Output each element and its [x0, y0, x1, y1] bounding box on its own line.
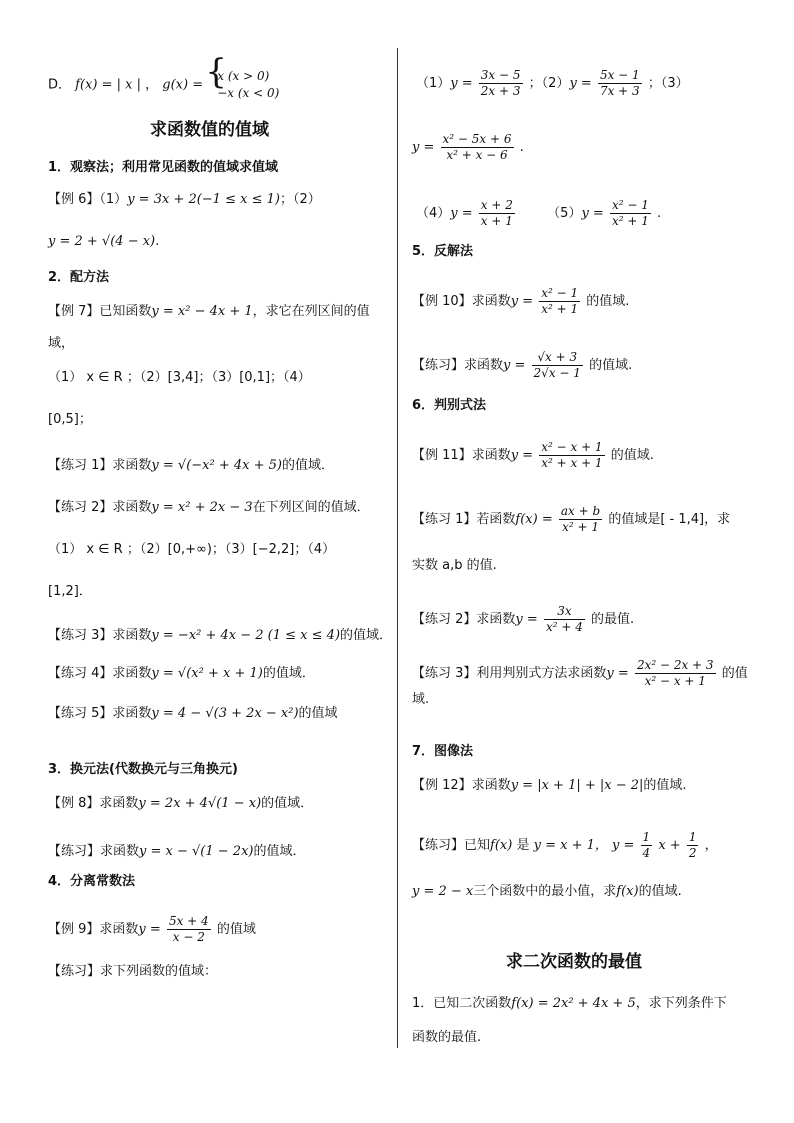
example-6-part2: y = 2 + √(4 − x).: [48, 234, 160, 249]
practice-separate-constant: 【练习】求下列函数的值域：: [48, 964, 218, 979]
question-1-line2: 函数的最值.: [412, 1030, 482, 1045]
section-title-range: 求函数值的值域: [150, 120, 269, 140]
example-7-parts: （1） x ∈ R ；（2）[3,4]；（3）[0,1]；（4）: [48, 370, 311, 385]
fraction: $\frac{5x - 1}{7x + 3}$: [599, 68, 640, 98]
practice-1: 【练习 1】求函数y = √(−x² + 4x + 5)的值域．: [48, 458, 334, 473]
fraction: $\frac{3x - 5}{2x + 3}$: [480, 68, 521, 98]
column-divider: [397, 48, 398, 1048]
practice-inverse: 【练习】求函数y = $\frac{√x + 3}{2√x - 1}$ 的值域.: [412, 350, 633, 380]
heading-inverse: 5．反解法: [412, 244, 474, 259]
practice-2-parts: （1） x ∈ R ；（2）[0,+∞)；（3）[−2,2]；（4）: [48, 542, 336, 557]
heading-substitution: 3．换元法(代数换元与三角换元): [48, 762, 238, 777]
example-7-line2: 域，: [48, 336, 75, 351]
example-10: 【例 10】求函数y = $\frac{\text{x² − 1}}{\text{x² + 1}}$ 的值域.: [412, 286, 630, 316]
example-7-parts2: [0,5]；: [48, 412, 92, 427]
practice-list-4-5: （4）y = $\frac{x + 2}{x + 1}$ （5）y = $\frac{\text{x² − 1}}{\text{x² + 1}}$ .: [416, 198, 662, 228]
fraction: $\frac{ax + b}{\text{x² + 1}}$: [560, 504, 601, 534]
question-1: 1．已知二次函数f(x) = 2x² + 4x + 5，求下列条件下: [412, 996, 727, 1011]
example-12: 【例 12】求函数y = |x + 1| + |x − 2|的值域.: [412, 778, 687, 793]
fraction: $\frac{1}{4}$: [642, 830, 651, 860]
practice-list-3-formula: y = $\frac{\text{x² − 5x + 6}}{\text{x² + x − 6}}$ .: [412, 132, 524, 162]
practice-discriminant-2: 【练习 2】求函数y = $\frac{3x}{\text{x² + 4}}$ 的最值.: [412, 604, 635, 634]
practice-discriminant-1: 【练习 1】若函数f(x) = $\frac{ax + b}{\text{x² + 1}}$ 的值域是[ - 1,4]，求: [412, 504, 731, 534]
example-11: 【例 11】求函数y = $\frac{\text{x² − x + 1}}{\text{x² + x + 1}}$ 的值域.: [412, 440, 654, 470]
fraction: $\frac{\text{x² − x + 1}}{\text{x² + x + 1}}$: [541, 440, 603, 470]
practice-4: 【练习 4】求函数y = √(x² + x + 1)的值域．: [48, 666, 315, 681]
practice-discriminant-3: 【练习 3】利用判别式方法求函数y = $\frac{\text{2x² − 2x + 3}}{\text{x² − x + 1}}$ 的值: [412, 658, 748, 688]
fraction: $\frac{\text{x² − 1}}{\text{x² + 1}}$: [541, 286, 579, 316]
item-d: D． f(x) = | x | ， g(x) = { x (x > 0) −x (x < 0): [48, 68, 279, 102]
practice-graph-line2: y = 2 − x三个函数中的最小值，求f(x)的值域.: [412, 884, 682, 899]
practice-5: 【练习 5】求函数y = 4 − √(3 + 2x − x²)的值域: [48, 706, 338, 721]
section-title-quadratic: 求二次函数的最值: [506, 952, 642, 972]
practice-3: 【练习 3】求函数y = −x² + 4x − 2 (1 ≤ x ≤ 4)的值域．: [48, 628, 393, 643]
practice-graph: 【练习】已知f(x) 是 y = x + 1， y = $\frac{1}{4}$ x + $\frac{1}{2}$ ，: [412, 830, 718, 860]
heading-discriminant: 6．判别式法: [412, 398, 487, 413]
fraction: $\frac{\text{x² − 1}}{\text{x² + 1}}$: [611, 198, 649, 228]
practice-discriminant-3-line2: 域.: [412, 692, 430, 707]
practice-2: 【练习 2】求函数y = x² + 2x − 3在下列区间的值域．: [48, 500, 370, 515]
fraction: $\frac{1}{2}$: [688, 830, 697, 860]
example-6: 【例 6】（1）y = 3x + 2(−1 ≤ x ≤ 1)；（2）: [48, 192, 321, 207]
heading-separate-constant: 4．分离常数法: [48, 874, 136, 889]
piecewise-definition: { x (x > 0) −x (x < 0): [207, 68, 279, 102]
example-7: 【例 7】已知函数y = x² − 4x + 1，求它在列区间的值: [48, 304, 370, 319]
heading-observation: 1．观察法；利用常见函数的值域求值域: [48, 160, 279, 175]
example-8: 【例 8】求函数y = 2x + 4√(1 − x)的值域．: [48, 796, 314, 811]
fraction: $\frac{\text{2x² − 2x + 3}}{\text{x² − x + 1}}$: [636, 658, 714, 688]
fraction: $\frac{3x}{\text{x² + 4}}$: [545, 604, 583, 634]
practice-substitution: 【练习】求函数y = x − √(1 − 2x)的值域．: [48, 844, 306, 859]
fraction: $\frac{5x + 4}{x - 2}$: [168, 914, 209, 944]
practice-2-parts2: [1,2]．: [48, 584, 92, 599]
practice-discriminant-1-line2: 实数 a,b 的值.: [412, 558, 497, 573]
fraction: $\frac{√x + 3}{2√x - 1}$: [533, 350, 581, 380]
fraction: $\frac{\text{x² − 5x + 6}}{\text{x² + x − 6}}$: [442, 132, 512, 162]
fraction: $\frac{x + 2}{x + 1}$: [480, 198, 513, 228]
heading-completing-square: 2．配方法: [48, 270, 110, 285]
example-9: 【例 9】求函数y = $\frac{5x + 4}{x - 2}$ 的值域: [48, 914, 256, 944]
heading-graph: 7．图像法: [412, 744, 474, 759]
practice-list-1-3: （1）y = $\frac{3x - 5}{2x + 3}$ ；（2）y = $\frac{5x - 1}{7x + 3}$ ；（3）: [416, 68, 689, 98]
